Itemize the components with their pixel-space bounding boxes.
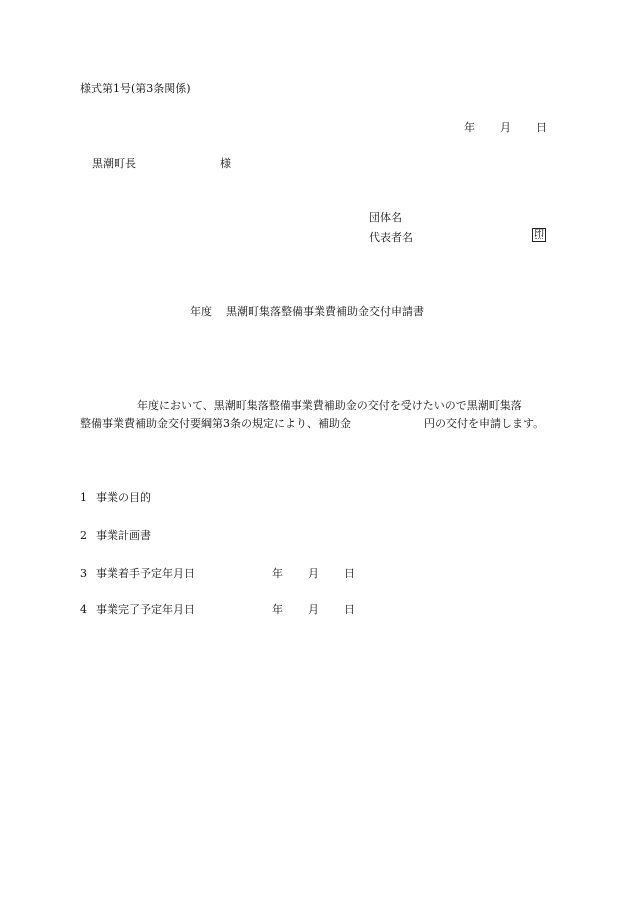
list-item-purpose [80,491,151,525]
date-month-label: 月 [500,121,511,134]
item-number: 3 [80,567,87,580]
item-number: 1 [80,491,87,504]
body-text-line-1: 年度において、黒潮町集落整備事業費補助金の交付を受けたいので黒潮町集落 [137,399,522,412]
document-title: 黒潮町集落整備事業費補助金交付申請書 [226,305,424,318]
item-number: 2 [80,529,87,542]
date-month-label: 月 [308,603,319,616]
date-month-label: 月 [308,567,319,580]
date-day-label: 日 [536,121,547,134]
application-date [464,121,547,166]
date-year-label: 年 [272,603,283,616]
date-year-label: 年 [272,567,283,580]
date-day-label: 日 [344,567,355,580]
representative-name-label: 代表者名 [369,231,413,244]
form-number: 様式第1号(第3条関係) [80,82,191,95]
organization-name-label: 団体名 [369,211,402,224]
end-date-fields [272,603,355,659]
list-item-end-date [80,603,355,648]
item-label: 事業計画書 [96,529,151,542]
date-day-label: 日 [344,603,355,616]
item-label: 事業着手予定年月日 [96,567,195,580]
addressee-name: 黒潮町長 [92,157,136,170]
body-text-line-2: 整備事業費補助金交付要綱第3条の規定により、補助金 [80,417,351,430]
seal-icon: 印 [534,229,544,240]
item-label: 事業の目的 [96,491,151,504]
date-year-label: 年 [464,121,475,134]
item-label: 事業完了予定年月日 [96,603,195,616]
list-item-plan [80,529,151,563]
addressee-honorific: 様 [220,157,231,170]
body-text-line-2-tail: 円の交付を申請します。 [424,417,545,430]
item-number: 4 [80,603,87,616]
title-fiscal-year-label: 年度 [190,305,212,318]
